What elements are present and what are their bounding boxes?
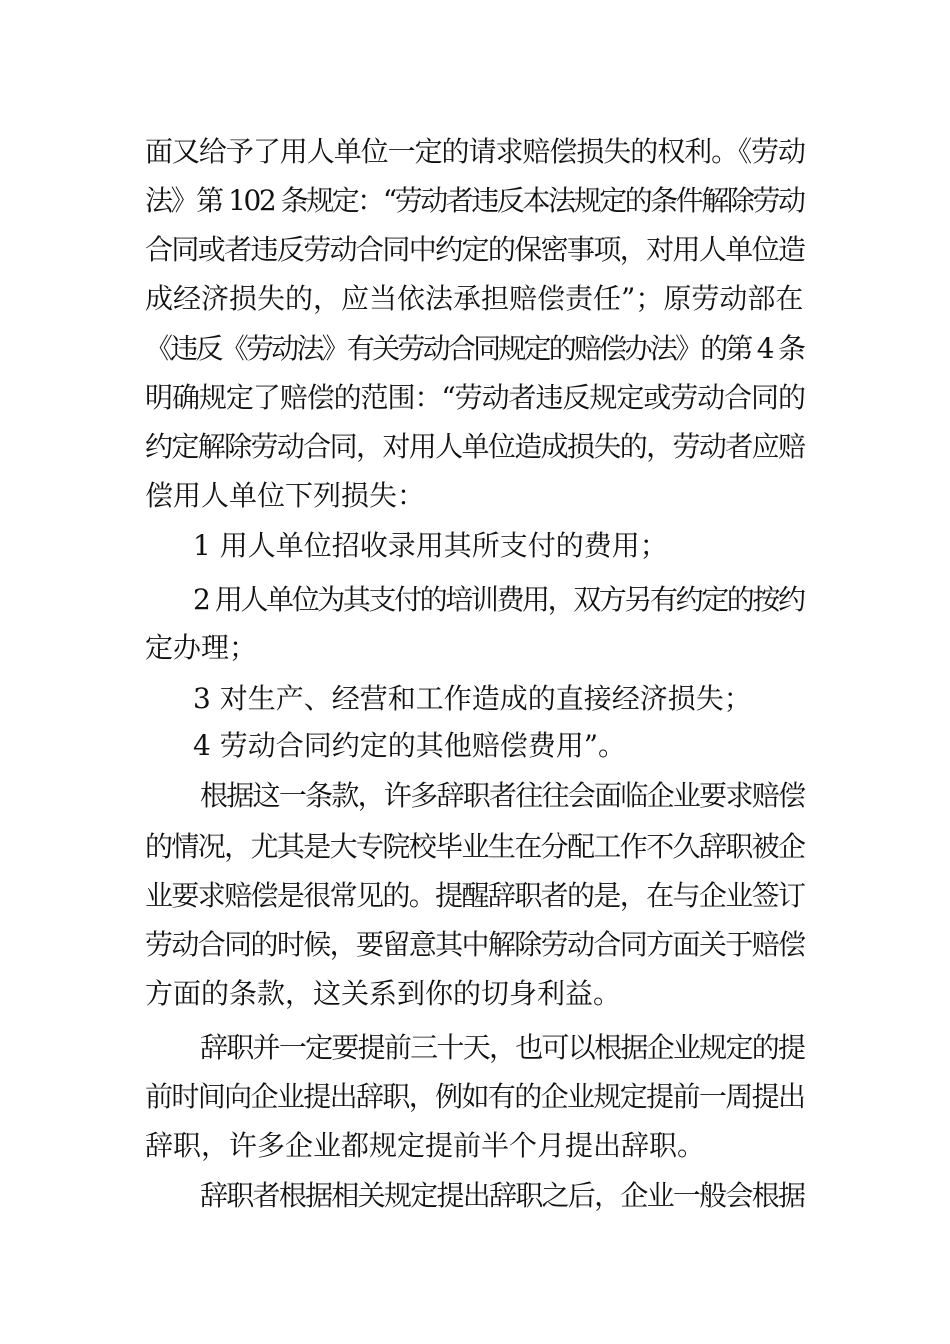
text-line	[0, 1071, 950, 1123]
text-line	[0, 470, 950, 522]
text-line	[0, 1022, 950, 1074]
text-line	[0, 175, 950, 227]
line-text: 的情况，尤其是大专院校毕业生在分配工作不久辞职被企	[145, 830, 805, 863]
text-line	[0, 520, 950, 572]
line-text: 前时间向企业提出辞职，例如有的企业规定提前一周提出	[145, 1080, 805, 1113]
text-line	[0, 1170, 950, 1222]
text-line	[0, 770, 950, 822]
line-text: 明确规定了赔偿的范围：“劳动者违反规定或劳动合同的	[145, 381, 805, 414]
line-text: 3 对生产、经营和工作造成的直接经济损失；	[193, 682, 752, 715]
line-text: 约定解除劳动合同，对用人单位造成损失的，劳动者应赔	[145, 430, 805, 463]
text-line	[0, 720, 950, 772]
line-text: 偿用人单位下列损失：	[145, 479, 426, 512]
text-line	[0, 1120, 950, 1172]
text-line	[0, 323, 950, 375]
line-text: 2 用人单位为其支付的培训费用，双方另有约定的按约	[193, 583, 804, 616]
text-line	[0, 273, 950, 325]
text-line	[0, 372, 950, 424]
text-line	[0, 622, 950, 674]
line-text: 《违反《劳动法》有关劳动合同规定的赔偿办法》的第 4 条	[145, 332, 804, 365]
line-text: 法》第 102 条规定：“劳动者违反本法规定的条件解除劳动	[145, 184, 804, 217]
text-line	[0, 968, 950, 1020]
line-text: 业要求赔偿是很常见的。提醒辞职者的是，在与企业签订	[145, 879, 805, 912]
line-text: 方面的条款，这关系到你的切身利益。	[145, 977, 622, 1010]
line-text: 4 劳动合同约定的其他赔偿费用”。	[193, 729, 627, 762]
text-line	[0, 821, 950, 873]
line-text: 面又给予了用人单位一定的请求赔偿损失的权利。《劳动	[145, 135, 805, 168]
text-line	[0, 421, 950, 473]
line-text: 根据这一条款，许多辞职者往往会面临企业要求赔偿	[200, 779, 805, 812]
text-line	[0, 126, 950, 178]
line-text: 定办理；	[145, 631, 258, 664]
line-text: 劳动合同的时候，要留意其中解除劳动合同方面关于赔偿	[145, 928, 805, 961]
text-line	[0, 224, 950, 276]
text-line	[0, 673, 950, 725]
line-text: 辞职者根据相关规定提出辞职之后，企业一般会根据	[200, 1179, 805, 1212]
line-text: 合同或者违反劳动合同中约定的保密事项，对用人单位造	[145, 233, 805, 266]
text-line	[0, 574, 950, 626]
line-text: 成经济损失的，应当依法承担赔偿责任”；原劳动部在	[145, 282, 804, 315]
text-line	[0, 870, 950, 922]
line-text: 1 用人单位招收录用其所支付的费用；	[193, 529, 668, 562]
line-text: 辞职并一定要提前三十天，也可以根据企业规定的提	[200, 1031, 805, 1064]
line-text: 辞职，许多企业都规定提前半个月提出辞职。	[145, 1129, 706, 1162]
text-line	[0, 919, 950, 971]
